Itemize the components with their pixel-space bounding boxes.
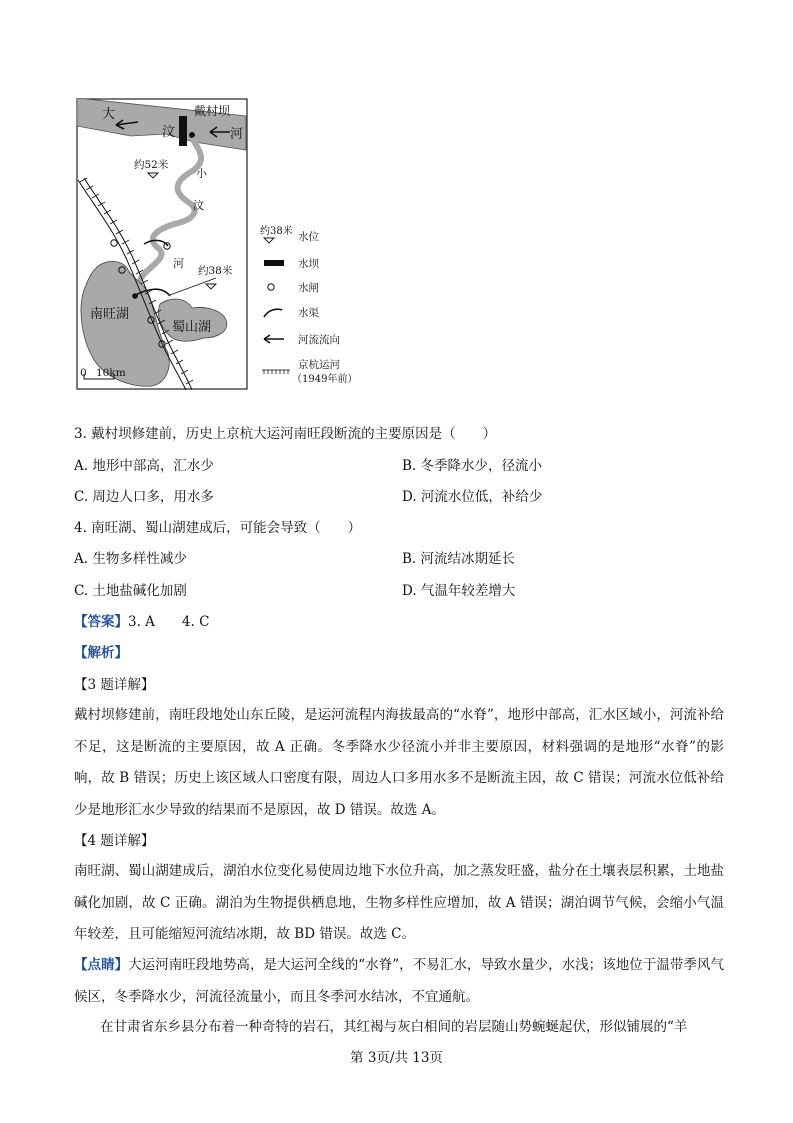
legend-sluice: 水闸	[298, 282, 319, 294]
legend-canal-note: （1949年前）	[292, 374, 358, 385]
legend-flow: 河流流向	[298, 334, 340, 346]
question-4-option-c: C. 土地盐碱化加剧	[74, 583, 187, 599]
question-3-option-a: A. 地形中部高，汇水少	[74, 458, 214, 474]
legend-canal: 京杭运河	[298, 359, 340, 371]
question-3-option-b: B. 冬季降水少，径流小	[402, 458, 543, 474]
legend-dam-symbol	[264, 260, 284, 266]
page-footer: 第 3页/共 13页	[350, 1050, 443, 1066]
map-label-scale-len: 10km	[96, 367, 126, 379]
elevation-marker-52	[148, 173, 158, 178]
question-3-stem: 3. 戴村坝修建前，历史上京杭大运河南旺段断流的主要原因是（ ）	[74, 426, 497, 442]
legend-flow-arrow-icon	[264, 335, 284, 343]
question-4-option-b: B. 河流结冰期延长	[402, 551, 516, 567]
pointer-tag: 【点睛】	[74, 957, 129, 973]
map-label-da: 大	[102, 107, 116, 122]
answer-line	[74, 613, 209, 631]
question-3-option-d: D. 河流水位低，补给少	[402, 489, 543, 505]
next-passage: 在甘肃省东乡县分布着一种奇特的岩石，其红褐与灰白相间的岩层随山势蜿蜒起伏，形似铺展的“羊	[100, 1019, 688, 1035]
map-label-wen2: 汶	[193, 199, 204, 212]
question-3-option-c: C. 周边人口多，用水多	[74, 489, 214, 505]
map-label-wen: 汶	[162, 125, 176, 140]
legend-canal-symbol	[262, 370, 290, 374]
legend-channel-symbol	[264, 309, 282, 317]
map-figure	[76, 98, 358, 390]
detail-3-text: 戴村坝修建前，南旺段地处山东丘陵，是运河流程内海拔最高的“水脊”，地形中部高，汇水区域小，河流补给不足，这是断流的主要原因，故 A 正确。冬季降水少径流小并非主要原因，材料强调的是地形“水脊”的影响，故 B 错误；历史上该区域人口密度有限，周边人口多用水多不是断流主因，故 C 错误；河流水位低补给少是地形汇水少导致的结果而不是原因，故 D 错误。故选 A。	[74, 707, 724, 818]
detail-4-tag: 【4 题详解】	[74, 833, 155, 849]
legend-dam: 水坝	[298, 258, 319, 270]
map-label-elev38: 约38米	[198, 265, 233, 277]
map-label-daicunba: 戴村坝	[194, 104, 231, 118]
legend-sluice-icon	[268, 284, 274, 290]
dam-marker	[179, 116, 187, 146]
map-legend	[260, 224, 357, 385]
answer-text: 3. A 4. C	[128, 614, 210, 630]
map-label-he: 河	[230, 127, 244, 142]
detail-3-tag: 【3 题详解】	[74, 677, 155, 693]
detail-4-text: 南旺湖、蜀山湖建成后，湖泊水位变化易使周边地下水位升高，加之蒸发旺盛，盐分在土壤表层积累，土地盐碱化加剧，故 C 正确。湖泊为生物提供栖息地，生物多样性应增加，故 A 错误；湖泊调节气候，会缩小气温年较差，且可能缩短河流结冰期，故 BD 错误。故选 C。	[74, 863, 724, 942]
map-label-shushanhu: 蜀山湖	[172, 320, 212, 335]
legend-water-level: 水位	[298, 231, 319, 243]
map-label-nanwanghu: 南旺湖	[90, 307, 130, 322]
legend-channel: 水渠	[298, 307, 319, 319]
elevation-marker-38	[206, 284, 216, 289]
map-label-xiao: 小	[196, 167, 207, 180]
legend-water-level-value: 约38米	[260, 226, 293, 237]
question-4-option-a: A. 生物多样性减少	[74, 551, 187, 567]
question-4-stem: 4. 南旺湖、蜀山湖建成后，可能会导致（ ）	[74, 520, 362, 536]
legend-water-level-symbol	[264, 238, 274, 243]
map-label-he2: 河	[173, 257, 184, 270]
pointer-block	[74, 950, 724, 1013]
map-label-scale-zero: 0	[80, 367, 87, 379]
question-4-option-d: D. 气温年较差增大	[402, 583, 516, 599]
nanwang-point	[132, 293, 138, 299]
answer-tag: 【答案】	[74, 614, 128, 630]
pointer-text: 大运河南旺段地势高，是大运河全线的“水脊”，不易汇水，导致水量少，水浅；该地位于温带季风气候区，冬季降水少，河流径流量小，而且冬季河水结冰，不宜通航。	[74, 957, 724, 1005]
analysis-tag: 【解析】	[74, 645, 128, 661]
map-label-elev52: 约52米	[134, 159, 169, 171]
sluice-icon	[111, 240, 117, 246]
